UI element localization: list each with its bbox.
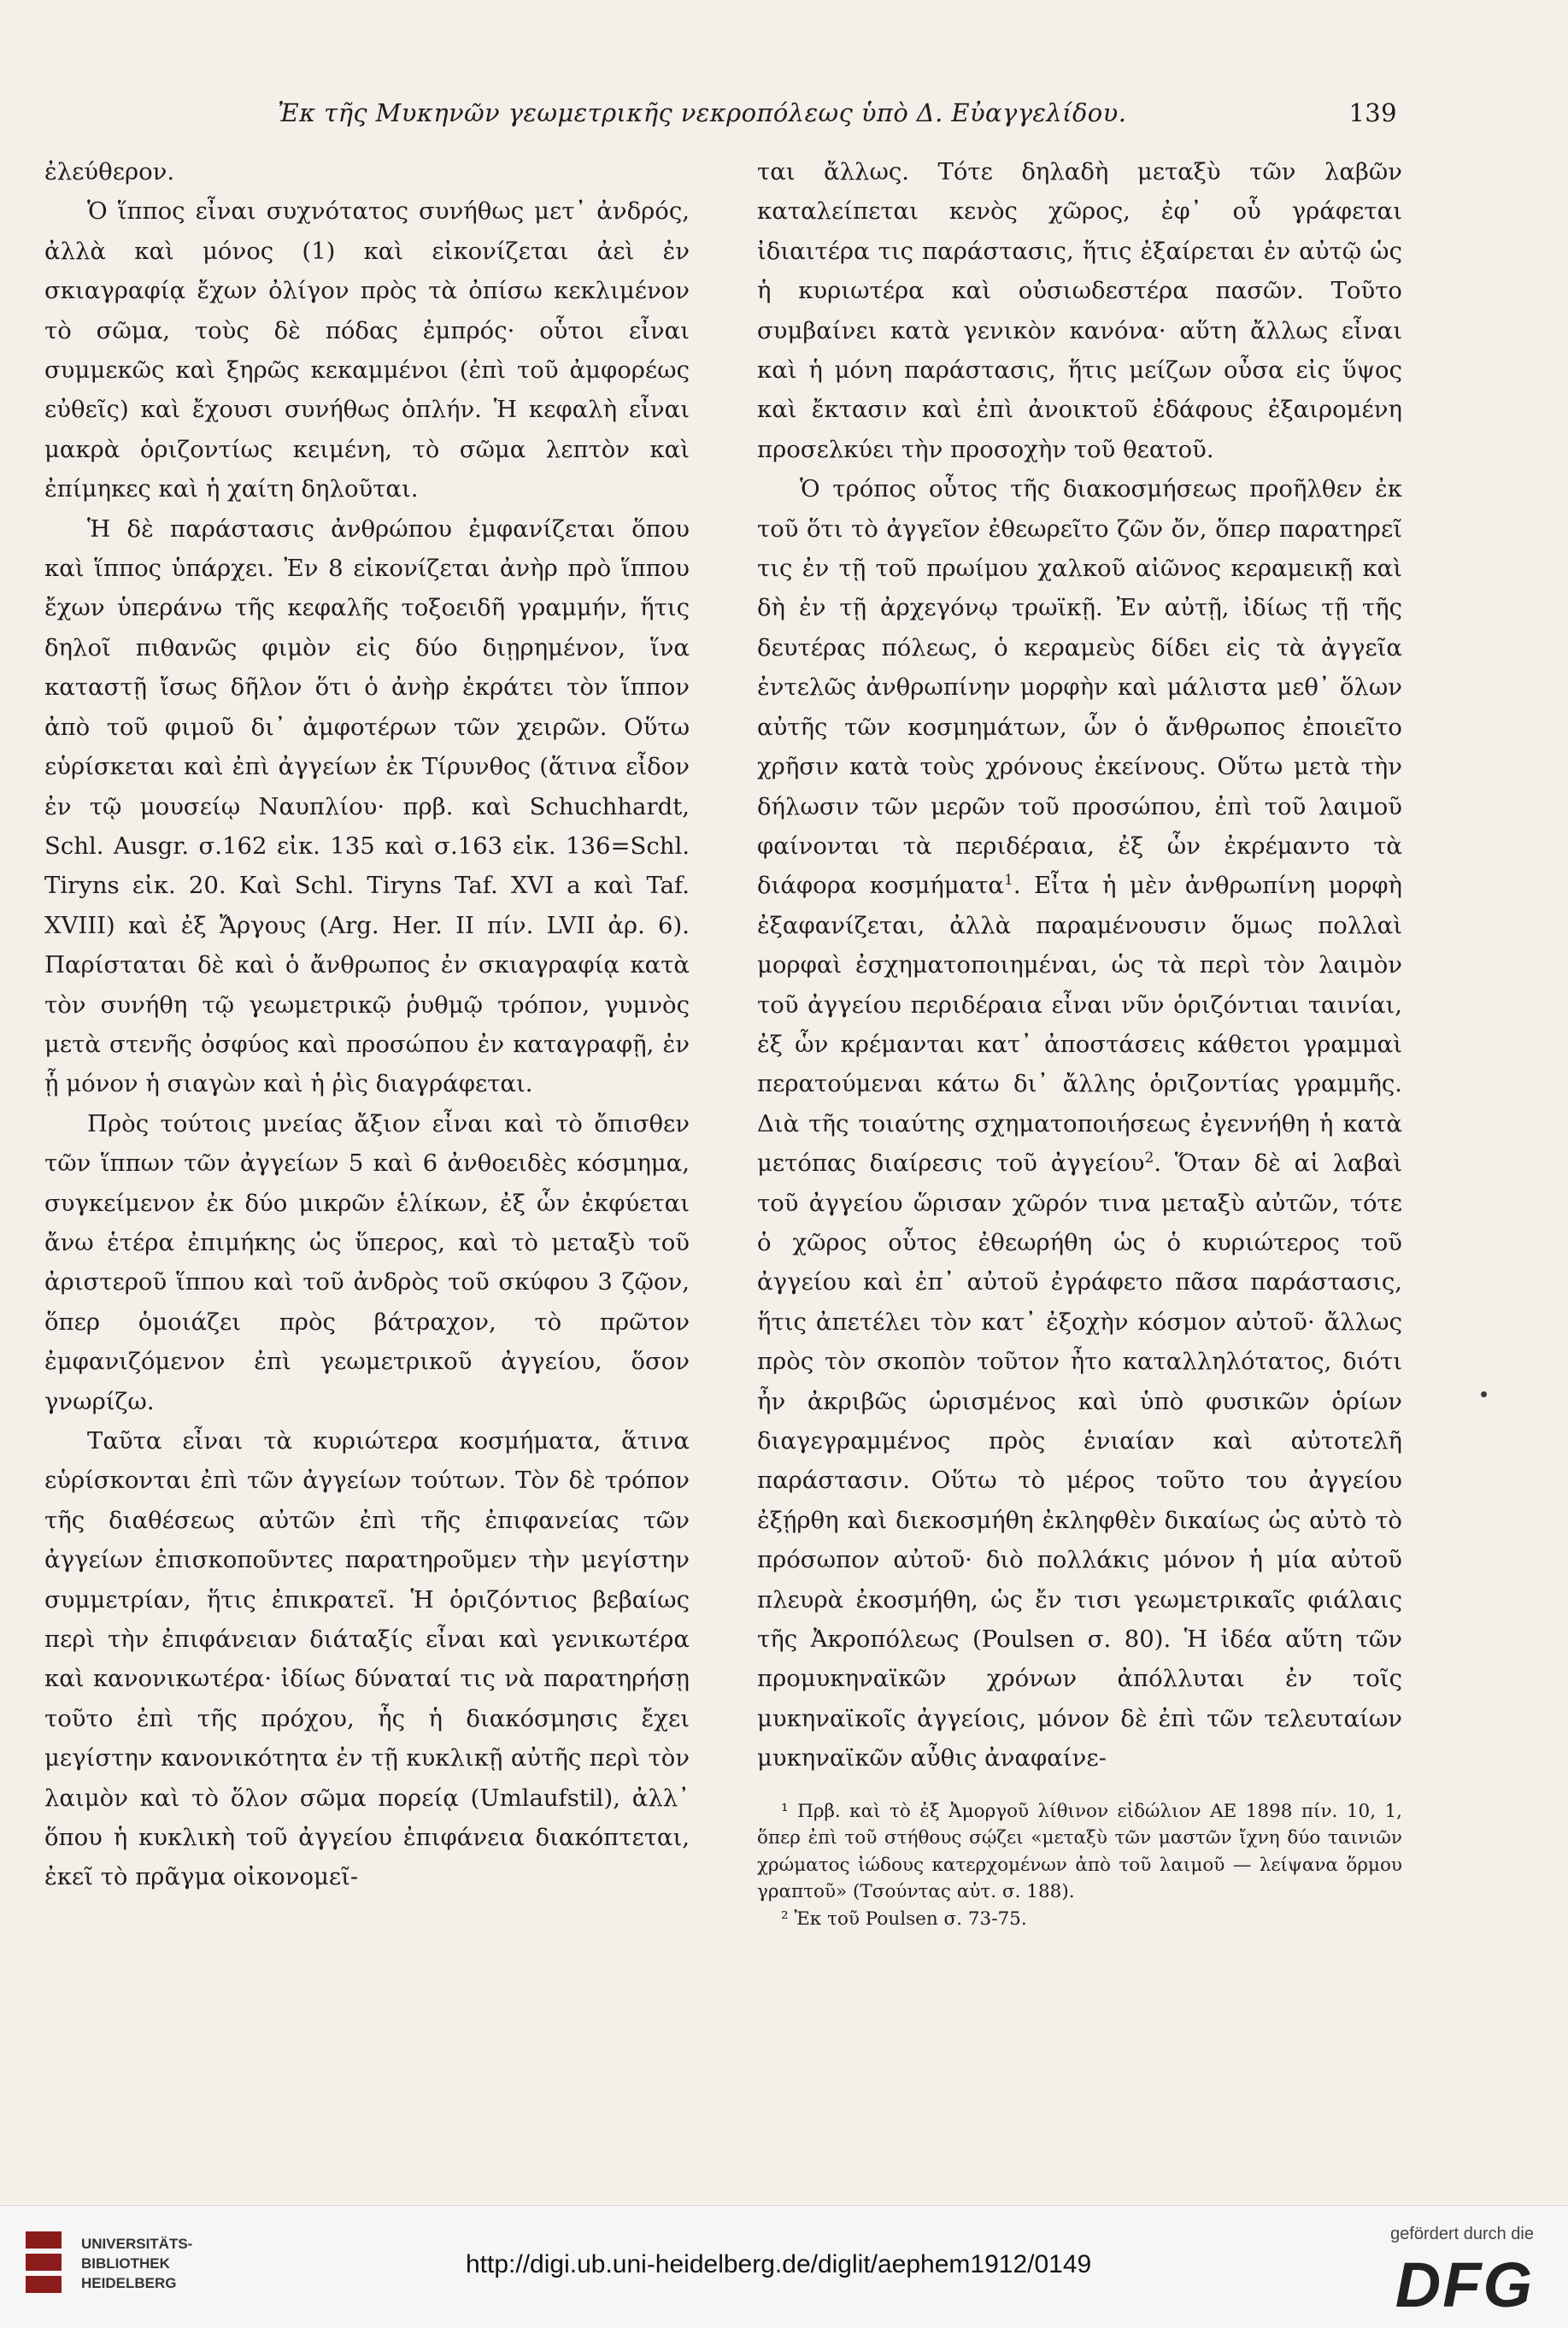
paragraph: Πρὸς τούτοις μνείας ἄξιον εἶναι καὶ τὸ ὄπισθεν τῶν ἵππων τῶν ἀγγείων 5 καὶ 6 ἀνθοειδὲς κόσμημα, συγκείμενον ἐκ δύο μικρῶν ἑλίκων, ἐξ ὧν ἐκφύεται ἄνω ἑτέρα ἐπιμήκης ὡς ὕπερος, καὶ τὸ μεταξὺ τοῦ ἀριστεροῦ ἵππου καὶ τοῦ ἀνδρὸς τοῦ σκύφου 3 ζῷον, ὅπερ ὁμοιάζει πρὸς βάτραχον, τὸ πρῶτον ἐμφανιζόμενον ἐπὶ γεωμετρικοῦ ἀγγείου, ὅσον γνωρίζω.: [44, 1109, 690, 1415]
funder-label: gefördert durch die: [1390, 2225, 1534, 2243]
footnote-marker: 2: [1144, 1149, 1154, 1167]
paragraph-text: . Ὅταν δὲ αἱ λαβαὶ τοῦ ἀγγείου ὥρισαν χῶρόν τινα μεταξὺ αὐτῶν, τότε ὁ χῶρος οὗτος ἐθεωρήθη ὡς ὁ κυριώτερος τοῦ ἀγγείου καὶ ἐπ᾽ αὐτοῦ ἐγράφετο πᾶσα παράστασις, ἥτις ἀπετέλει τὸν κατ᾽ ἐξοχὴν κόσμον αὐτοῦ· ἄλλως πρὸς τὸν σκοπὸν τοῦτον ἦτο καταλληλότατος, διότι ἦν ἀκριβῶς ὡρισμένος καὶ ὑπὸ φυσικῶν ὁρίων διαγεγραμμένος πρὸς ἑνιαίαν καὶ αὐτοτελῆ παράστασιν. Οὕτω τὸ μέρος τοῦτο του ἀγγείου ἐξῄρθη καὶ διεκοσμήθη ἐκληφθὲν δικαίως ὡς αὐτὸ τὸ πρόσωπον αὐτοῦ· διὸ πολλάκις μόνον ἡ μία αὐτοῦ πλευρὰ ἐκοσμήθη, ὡς ἔν τισι γεωμετρικαῖς φιάλαις τῆς Ἀκροπόλεως (Poulsen σ. 80). Ἡ ἰδέα αὕτη τῶν προμυκηναϊκῶν χρόνων ἀπόλλυται ἐν τοῖς μυκηναϊκοῖς ἀγγείοις, μόνον δὲ ἐπὶ τῶν τελευταίων μυκηναϊκῶν αὖθις ἀναφαίνε-: [757, 1149, 1402, 1772]
footnote: ² Ἐκ τοῦ Poulsen σ. 73-75.: [781, 1908, 1027, 1930]
footnote: ¹ Πρβ. καὶ τὸ ἐξ Ἀμοργοῦ λίθινον εἰδώλιον ΑΕ 1898 πίν. 10, 1, ὅπερ ἐπὶ τοῦ στήθους σῴζει «μεταξὺ τῶν μαστῶν ἴχνη δύο ταινιῶν χρώματος ἰώδους κατερχομένων ἀπὸ τοῦ λαιμοῦ — λείψανα ὅρμου γραπτοῦ» (Τσούντας αὐτ. σ. 188).: [757, 1800, 1402, 1903]
source-url-link[interactable]: http://digi.ub.uni-heidelberg.de/diglit/aephem1912/0149: [466, 2250, 1092, 2278]
running-title: Ἐκ τῆς Μυκηνῶν γεωμετρικῆς νεκροπόλεως ὑπὸ Δ. Εὐαγγελίδου.: [278, 98, 1127, 127]
paragraph: Ἡ δὲ παράστασις ἀνθρώπου ἐμφανίζεται ὅπου καὶ ἵππος ὑπάρχει. Ἐν 8 εἰκονίζεται ἀνὴρ πρὸ ἵππου ἔχων ὑπεράνω τῆς κεφαλῆς τοξοειδῆ γραμμήν, ἥτις δηλοῖ πιθανῶς φιμὸν εἰς δύο διῃρημένον, ἵνα καταστῇ ἴσως δῆλον ὅτι ὁ ἀνὴρ ἐκράτει τὸν ἵππον ἀπὸ τοῦ φιμοῦ δι᾽ ἀμφοτέρων τῶν χειρῶν. Οὕτω εὑρίσκεται καὶ ἐπὶ ἀγγείων ἐκ Τίρυνθος (ἅτινα εἶδον ἐν τῷ μουσείῳ Ναυπλίου· πρβ. καὶ Schuchhardt, Schl. Ausgr. σ.162 εἰκ. 135 καὶ σ.163 εἰκ. 136=Schl. Tiryns εἰκ. 20. Καὶ Schl. Tiryns Taf. XVI a καὶ Taf. XVIII) καὶ ἐξ Ἄργους (Arg. Her. II πίν. LVII ἀρ. 6). Παρίσταται δὲ καὶ ὁ ἄνθρωπος ἐν σκιαγραφίᾳ κατὰ τὸν συνήθη τῷ γεωμετρικῷ ῥυθμῷ τρόπον, γυμνὸς μετὰ στενῆς ὀσφύος καὶ προσώπου ἐν καταγραφῇ, ἐν ᾗ μόνον ἡ σιαγὼν καὶ ἡ ῥὶς διαγράφεται.: [44, 514, 690, 1098]
dfg-logo: DFG: [1395, 2249, 1534, 2320]
paragraph-text: Ὁ τρόπος οὗτος τῆς διακοσμήσεως προῆλθεν ἐκ τοῦ ὅτι τὸ ἀγγεῖον ἐθεωρεῖτο ζῶν ὄν, ὅπερ παρατηρεῖ τις ἐν τῇ τοῦ πρωίμου χαλκοῦ αἰῶνος κεραμεικῇ καὶ δὴ ἐν τῇ ἀρχεγόνῳ τρωϊκῇ. Ἐν αὐτῇ, ἰδίως τῇ τῆς δευτέρας πόλεως, ὁ κεραμεὺς δίδει εἰς τὰ ἀγγεῖα ἐντελῶς ἀνθρωπίνην μορφὴν καὶ μάλιστα μεθ᾽ ὅλων αὐτῆς τῶν κοσμημάτων, ὧν ὁ ἄνθρωπος ἐποιεῖτο χρῆσιν κατὰ τοὺς χρόνους ἐκείνους. Οὕτω μετὰ τὴν δήλωσιν τῶν μερῶν τοῦ προσώπου, ἐπὶ τοῦ λαιμοῦ φαίνονται τὰ περιδέραια, ἐξ ὧν ἐκρέμαντο τὰ διάφορα κοσμήματα: [757, 475, 1402, 900]
page-number: 139: [1348, 98, 1397, 127]
left-column: [44, 152, 690, 1897]
paragraph-text: . Εἶτα ἡ μὲν ἀνθρωπίνη μορφὴ ἐξαφανίζεται, ἀλλὰ παραμένουσιν ὅμως πολλαὶ μορφαὶ ἐσχηματοποιημέναι, ὡς τὰ περὶ τὸν λαιμὸν τοῦ ἀγγείου περιδέραια εἶναι νῦν ὁριζόντιαι ταινίαι, ἐξ ὧν κρέμανται κατ᾽ ἀποστάσεις κάθετοι γραμμαὶ περατούμεναι κάτω δι᾽ ἄλλης ὁριζοντίας γραμμῆς. Διὰ τῆς τοιαύτης σχηματοποιήσεως ἐγεννήθη ἡ κατὰ μετόπας διαίρεσις τοῦ ἀγγείου: [757, 872, 1402, 1178]
footnote-marker: 1: [1003, 872, 1013, 890]
university-logo-icon: [26, 2231, 62, 2303]
footer-bar: [0, 2205, 1568, 2328]
university-name: UNIVERSITÄTS- BIBLIOTHEK HEIDELBERG: [81, 2236, 193, 2291]
paragraph: Ταῦτα εἶναι τὰ κυριώτερα κοσμήματα, ἅτινα εὑρίσκονται ἐπὶ τῶν ἀγγείων τούτων. Τὸν δὲ τρόπον τῆς διαθέσεως αὐτῶν ἐπὶ τῆς ἐπιφανείας τῶν ἀγγείων ἐπισκοποῦντες παρατηροῦμεν τὴν μεγίστην συμμετρίαν, ἥτις ἐπικρατεῖ. Ἡ ὁριζόντιος βεβαίως περὶ τὴν ἐπιφάνειαν διάταξίς εἶναι καὶ γενικωτέρα καὶ κανονικωτέρα· ἰδίως δύναταί τις νὰ παρατηρήσῃ τοῦτο ἐπὶ τῆς πρόχου, ἧς ἡ διακόσμησις ἔχει μεγίστην κανονικότητα ἐν τῇ κυκλικῇ αὐτῆς περὶ τὸν λαιμὸν καὶ τὸ ὅλον σῶμα πορείᾳ (Umlaufstil), ἀλλ᾽ ὅπου ἡ κυκλικὴ τοῦ ἀγγείου ἐπιφάνεια διακόπτεται, ἐκεῖ τὸ πρᾶγμα οἰκονομεῖ-: [44, 1427, 690, 1891]
footnotes: [757, 1797, 1402, 1933]
paragraph: ται ἄλλως. Τότε δηλαδὴ μεταξὺ τῶν λαβῶν καταλείπεται κενὸς χῶρος, ἐφ᾽ οὗ γράφεται ἰδιαιτέρα τις παράστασις, ἥτις ἐξαίρεται ἐν αὐτῷ ὡς ἡ κυριωτέρα καὶ οὐσιωδεστέρα πασῶν. Τοῦτο συμβαίνει κατὰ γενικὸν κανόνα· αὕτη ἄλλως εἶναι καὶ ἡ μόνη παράστασις, ἥτις μείζων οὖσα εἰς ὕψος καὶ ἔκτασιν καὶ ἐπὶ ἀνοικτοῦ ἐδάφους ἐξαιρομένη προσελκύει τὴν προσοχὴν τοῦ θεατοῦ.: [757, 158, 1402, 463]
paragraph: [757, 469, 1402, 1778]
scan-speck: [1481, 1391, 1487, 1397]
right-column: [757, 152, 1402, 1932]
paragraph: Ὁ ἵππος εἶναι συχνότατος συνήθως μετ᾽ ἀνδρός, ἀλλὰ καὶ μόνος (1) καὶ εἰκονίζεται ἀεὶ ἐν σκιαγραφίᾳ ἔχων ὀλίγον πρὸς τὰ ὀπίσω κεκλιμένον τὸ σῶμα, τοὺς δὲ πόδας ἐμπρός· οὗτοι εἶναι συμμεκῶς καὶ ξηρῶς κεκαμμένοι (ἐπὶ τοῦ ἀμφορέως εὐθεῖς) καὶ ἔχουσι συνήθως ὁπλήν. Ἡ κεφαλὴ εἶναι μακρὰ ὁριζοντίως κειμένη, τὸ σῶμα λεπτὸν καὶ ἐπίμηκες καὶ ἡ χαίτη δηλοῦται.: [44, 197, 690, 503]
paragraph: ἐλεύθερον.: [44, 158, 175, 185]
